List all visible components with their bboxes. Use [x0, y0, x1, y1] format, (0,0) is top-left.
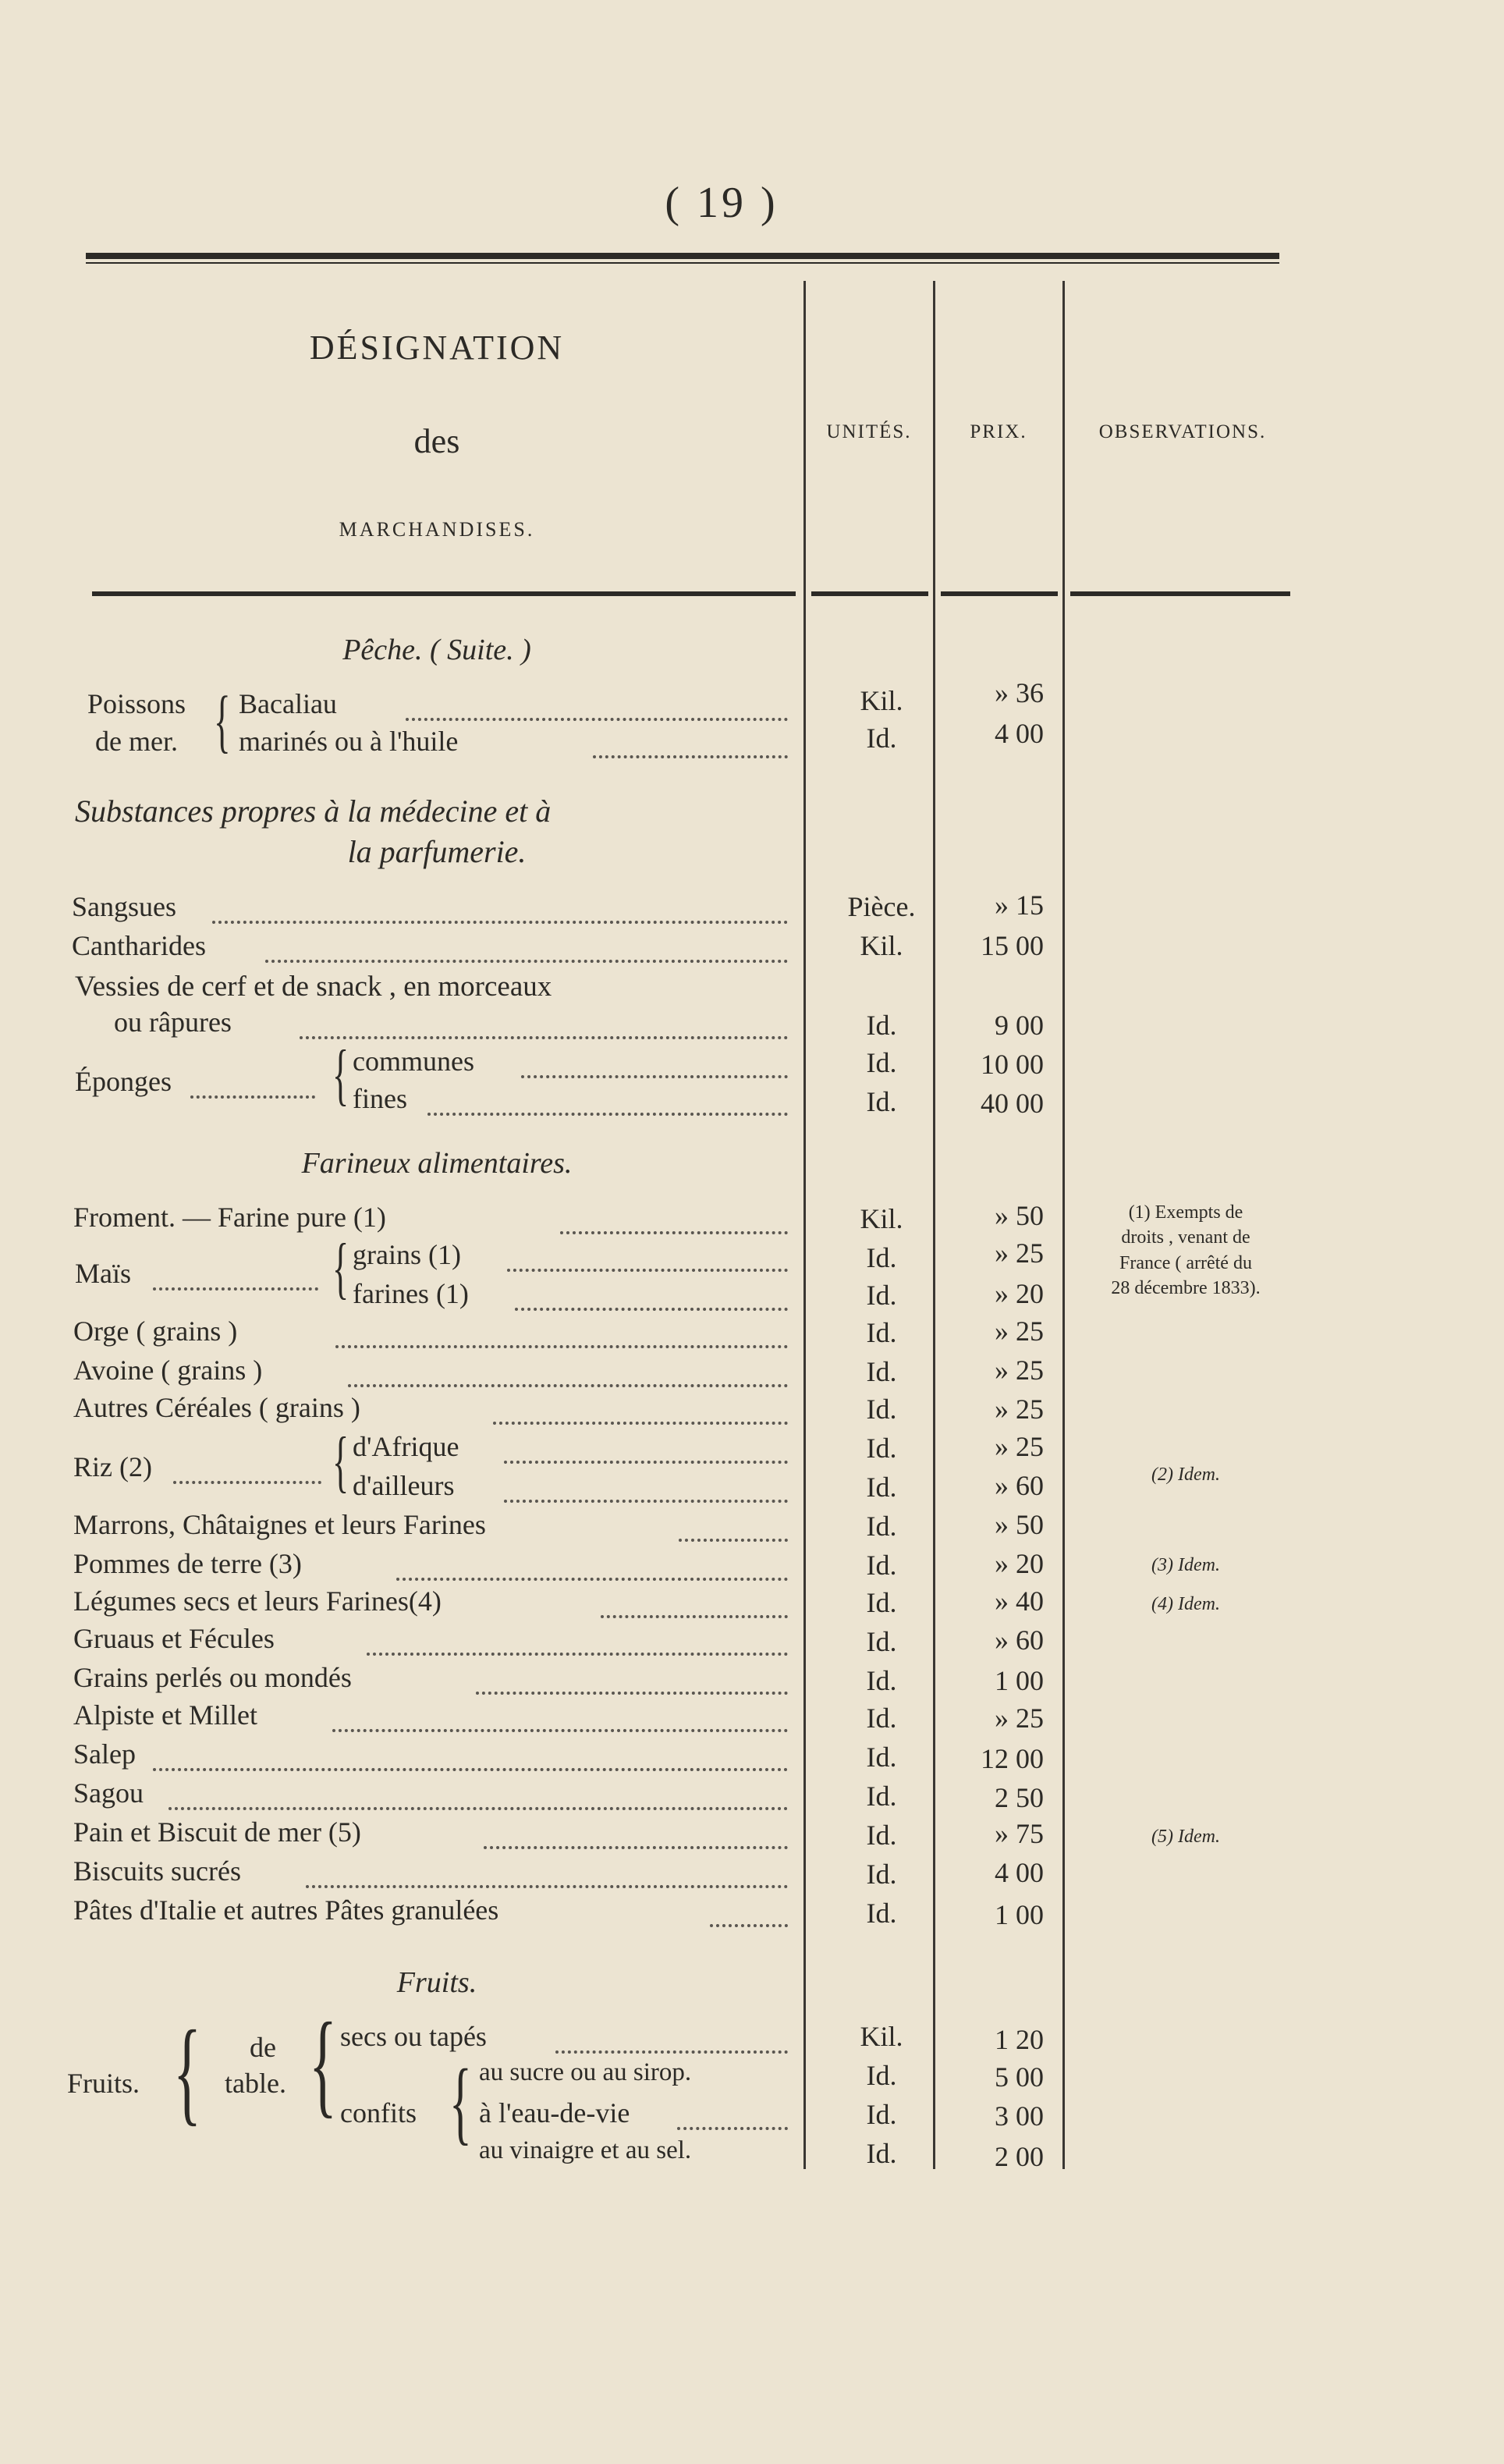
- row-vessies: Vessies de cerf et de snack , en morceaux: [75, 971, 552, 1003]
- row-pain: Pain et Biscuit de mer (5): [73, 1816, 361, 1848]
- row-eau: à l'eau-de-vie: [479, 2097, 630, 2128]
- dots: [427, 1085, 788, 1116]
- price-eau: 3 00: [995, 2100, 1044, 2132]
- header-observations: OBSERVATIONS.: [1098, 421, 1267, 442]
- dots: [515, 1280, 788, 1311]
- brace-fruits-outer: {: [173, 2007, 201, 2136]
- brace-fruits-inner: {: [309, 1999, 337, 2128]
- brace-poissons: {: [214, 683, 231, 760]
- price-alpiste: » 25: [995, 1702, 1044, 1734]
- price-cantharides: 15 00: [981, 930, 1044, 961]
- dots: [504, 1472, 788, 1503]
- price-ailleurs: » 60: [995, 1470, 1044, 1501]
- top-rule: [86, 253, 1279, 259]
- dots: [710, 1896, 788, 1927]
- row-cantharides: Cantharides: [72, 930, 206, 961]
- dots: [484, 1818, 788, 1849]
- column-rule-3: [1062, 281, 1065, 2169]
- unit-secs: Kil.: [860, 2021, 903, 2052]
- unit-froment: Kil.: [860, 1203, 903, 1234]
- unit-marrons: Id.: [866, 1511, 897, 1542]
- observation-note-3: (3) Idem.: [1151, 1555, 1220, 1575]
- price-fines: 40 00: [981, 1088, 1044, 1119]
- dots: [367, 1624, 788, 1656]
- group-riz: Riz (2): [73, 1451, 152, 1482]
- row-gruaus: Gruaus et Fécules: [73, 1623, 275, 1654]
- unit-vessies: Id.: [866, 1010, 897, 1041]
- observation-note-2: (2) Idem.: [1151, 1465, 1220, 1485]
- header-unites: UNITÉS.: [826, 421, 912, 442]
- observation-note-1: [1069, 1200, 1303, 1301]
- dots: [555, 2022, 788, 2054]
- header-des: des: [413, 422, 460, 460]
- row-ailleurs: d'ailleurs: [353, 1470, 455, 1501]
- section-substances-2: la parfumerie.: [347, 834, 527, 869]
- price-pain: » 75: [995, 1818, 1044, 1849]
- price-marrons: » 50: [995, 1509, 1044, 1540]
- price-salep: 12 00: [981, 1743, 1044, 1774]
- dots: [677, 2099, 788, 2130]
- price-vessies: 9 00: [995, 1010, 1044, 1041]
- unit-afrique: Id.: [866, 1433, 897, 1464]
- header-prix: PRIX.: [970, 421, 1027, 442]
- page-number: ( 19 ): [665, 179, 779, 227]
- unit-vinaigre: Id.: [866, 2138, 897, 2169]
- column-rule-1: [803, 281, 806, 2169]
- observation-note-4: (4) Idem.: [1151, 1594, 1220, 1614]
- price-sucre: 5 00: [995, 2061, 1044, 2093]
- row-afrique: d'Afrique: [353, 1431, 459, 1462]
- dots: [593, 727, 788, 758]
- unit-mais-grains: Id.: [866, 1242, 897, 1273]
- row-marines: marinés ou à l'huile: [239, 726, 459, 757]
- brace-eponges: {: [332, 1037, 349, 1113]
- row-avoine: Avoine ( grains ): [73, 1354, 263, 1386]
- header-marchandises: MARCHANDISES.: [339, 518, 535, 541]
- row-bacaliau: Bacaliau: [239, 688, 337, 719]
- unit-communes: Id.: [866, 1047, 897, 1078]
- unit-sagou: Id.: [866, 1781, 897, 1812]
- unit-grains-perles: Id.: [866, 1665, 897, 1696]
- group-mais: Maïs: [75, 1258, 131, 1289]
- price-mais-grains: » 25: [995, 1237, 1044, 1269]
- row-mais-farines: farines (1): [353, 1278, 469, 1309]
- observation-note-5: (5) Idem.: [1151, 1827, 1220, 1847]
- section-substances: Substances propres à la médecine et à: [75, 794, 552, 829]
- header-rule-3: [941, 591, 1058, 596]
- row-orge: Orge ( grains ): [73, 1315, 238, 1347]
- dots: [153, 1740, 788, 1771]
- header-rule-2: [811, 591, 928, 596]
- row-biscuits: Biscuits sucrés: [73, 1855, 241, 1887]
- unit-mais-farines: Id.: [866, 1280, 897, 1311]
- price-pates: 1 00: [995, 1899, 1044, 1930]
- observation-note-1-line-3: France ( arrêté du: [1119, 1252, 1252, 1273]
- header-designation: DÉSIGNATION: [309, 328, 565, 367]
- unit-avoine: Id.: [866, 1356, 897, 1387]
- unit-pommes: Id.: [866, 1550, 897, 1581]
- price-orge: » 25: [995, 1315, 1044, 1347]
- price-secs: 1 20: [995, 2024, 1044, 2055]
- price-sagou: 2 50: [995, 1782, 1044, 1813]
- dots: [168, 1779, 788, 1810]
- row-alpiste: Alpiste et Millet: [73, 1699, 257, 1731]
- row-sangsues: Sangsues: [72, 891, 176, 922]
- unit-autres: Id.: [866, 1394, 897, 1425]
- dots: [396, 1550, 788, 1581]
- header-rule-1: [92, 591, 796, 596]
- price-communes: 10 00: [981, 1049, 1044, 1080]
- price-legumes: » 40: [995, 1585, 1044, 1617]
- unit-cantharides: Kil.: [860, 930, 903, 961]
- dots: [348, 1356, 788, 1387]
- section-peche: Pêche. ( Suite. ): [342, 634, 531, 666]
- section-farineux: Farineux alimentaires.: [301, 1147, 573, 1180]
- dots: [335, 1317, 788, 1348]
- dots: [212, 893, 788, 924]
- row-froment: Froment. — Farine pure (1): [73, 1202, 386, 1233]
- price-froment: » 50: [995, 1200, 1044, 1231]
- unit-sangsues: Pièce.: [847, 891, 916, 922]
- group-confits: confits: [340, 2097, 417, 2128]
- dots: [476, 1663, 788, 1695]
- brace-mais: {: [332, 1230, 349, 1306]
- row-autres: Autres Céréales ( grains ): [73, 1392, 360, 1423]
- observation-note-1-line-1: (1) Exempts de: [1128, 1202, 1243, 1223]
- dots: [173, 1453, 321, 1484]
- row-pommes: Pommes de terre (3): [73, 1548, 302, 1579]
- dots: [265, 932, 788, 963]
- price-gruaus: » 60: [995, 1624, 1044, 1656]
- unit-bacaliau: Kil.: [860, 685, 903, 716]
- group-fruits-de: de: [250, 2032, 276, 2063]
- row-salep: Salep: [73, 1738, 136, 1770]
- unit-sucre: Id.: [866, 2060, 897, 2091]
- unit-ailleurs: Id.: [866, 1472, 897, 1503]
- row-sagou: Sagou: [73, 1777, 144, 1809]
- unit-salep: Id.: [866, 1741, 897, 1773]
- price-grains-perles: 1 00: [995, 1665, 1044, 1696]
- dots: [153, 1259, 318, 1291]
- dots: [601, 1587, 788, 1618]
- brace-riz: {: [332, 1424, 349, 1500]
- top-rule-thin: [86, 262, 1279, 264]
- price-autres: » 25: [995, 1394, 1044, 1425]
- group-fruits: Fruits.: [67, 2068, 140, 2099]
- dots: [679, 1511, 788, 1542]
- row-marrons: Marrons, Châtaignes et leurs Farines: [73, 1509, 486, 1540]
- observation-note-1-line-2: droits , venant de: [1121, 1227, 1250, 1248]
- row-secs: secs ou tapés: [340, 2021, 487, 2052]
- group-fruits-table: table.: [225, 2068, 286, 2099]
- unit-alpiste: Id.: [866, 1702, 897, 1734]
- row-pates: Pâtes d'Italie et autres Pâtes granulées: [73, 1894, 499, 1926]
- dots: [332, 1701, 788, 1732]
- row-communes: communes: [353, 1046, 474, 1077]
- row-vessies-2: ou râpures: [114, 1007, 232, 1038]
- dots: [406, 690, 788, 721]
- dots: [306, 1857, 788, 1888]
- unit-gruaus: Id.: [866, 1626, 897, 1657]
- price-marines: 4 00: [995, 718, 1044, 749]
- dots: [300, 1008, 788, 1039]
- dots: [504, 1433, 788, 1464]
- header-rule-4: [1070, 591, 1290, 596]
- price-sangsues: » 15: [995, 889, 1044, 921]
- unit-legumes: Id.: [866, 1587, 897, 1618]
- observation-note-1-line-4: 28 décembre 1833).: [1111, 1278, 1261, 1299]
- unit-pain: Id.: [866, 1820, 897, 1851]
- row-sucre: au sucre ou au sirop.: [479, 2058, 692, 2086]
- unit-fines: Id.: [866, 1086, 897, 1117]
- group-eponges: Éponges: [75, 1066, 172, 1097]
- group-poissons: Poissons: [87, 688, 186, 719]
- dots: [521, 1047, 788, 1078]
- price-avoine: » 25: [995, 1354, 1044, 1386]
- unit-marines: Id.: [866, 723, 897, 754]
- section-fruits: Fruits.: [396, 1966, 477, 1999]
- row-mais-grains: grains (1): [353, 1239, 461, 1270]
- unit-eau: Id.: [866, 2099, 897, 2130]
- unit-pates: Id.: [866, 1898, 897, 1929]
- row-grains-perles: Grains perlés ou mondés: [73, 1662, 352, 1693]
- price-mais-farines: » 20: [995, 1278, 1044, 1309]
- dots: [507, 1241, 788, 1272]
- row-vinaigre: au vinaigre et au sel.: [479, 2136, 692, 2164]
- row-legumes: Légumes secs et leurs Farines(4): [73, 1585, 442, 1617]
- price-pommes: » 20: [995, 1548, 1044, 1579]
- dots: [560, 1203, 788, 1234]
- row-fines: fines: [353, 1083, 407, 1114]
- group-poissons-2: de mer.: [95, 726, 178, 757]
- brace-confits: {: [449, 2050, 472, 2153]
- price-biscuits: 4 00: [995, 1857, 1044, 1888]
- price-bacaliau: » 36: [995, 677, 1044, 708]
- unit-biscuits: Id.: [866, 1859, 897, 1890]
- unit-orge: Id.: [866, 1317, 897, 1348]
- dots: [493, 1394, 788, 1425]
- dots: [190, 1067, 315, 1099]
- price-vinaigre: 2 00: [995, 2141, 1044, 2172]
- price-afrique: » 25: [995, 1431, 1044, 1462]
